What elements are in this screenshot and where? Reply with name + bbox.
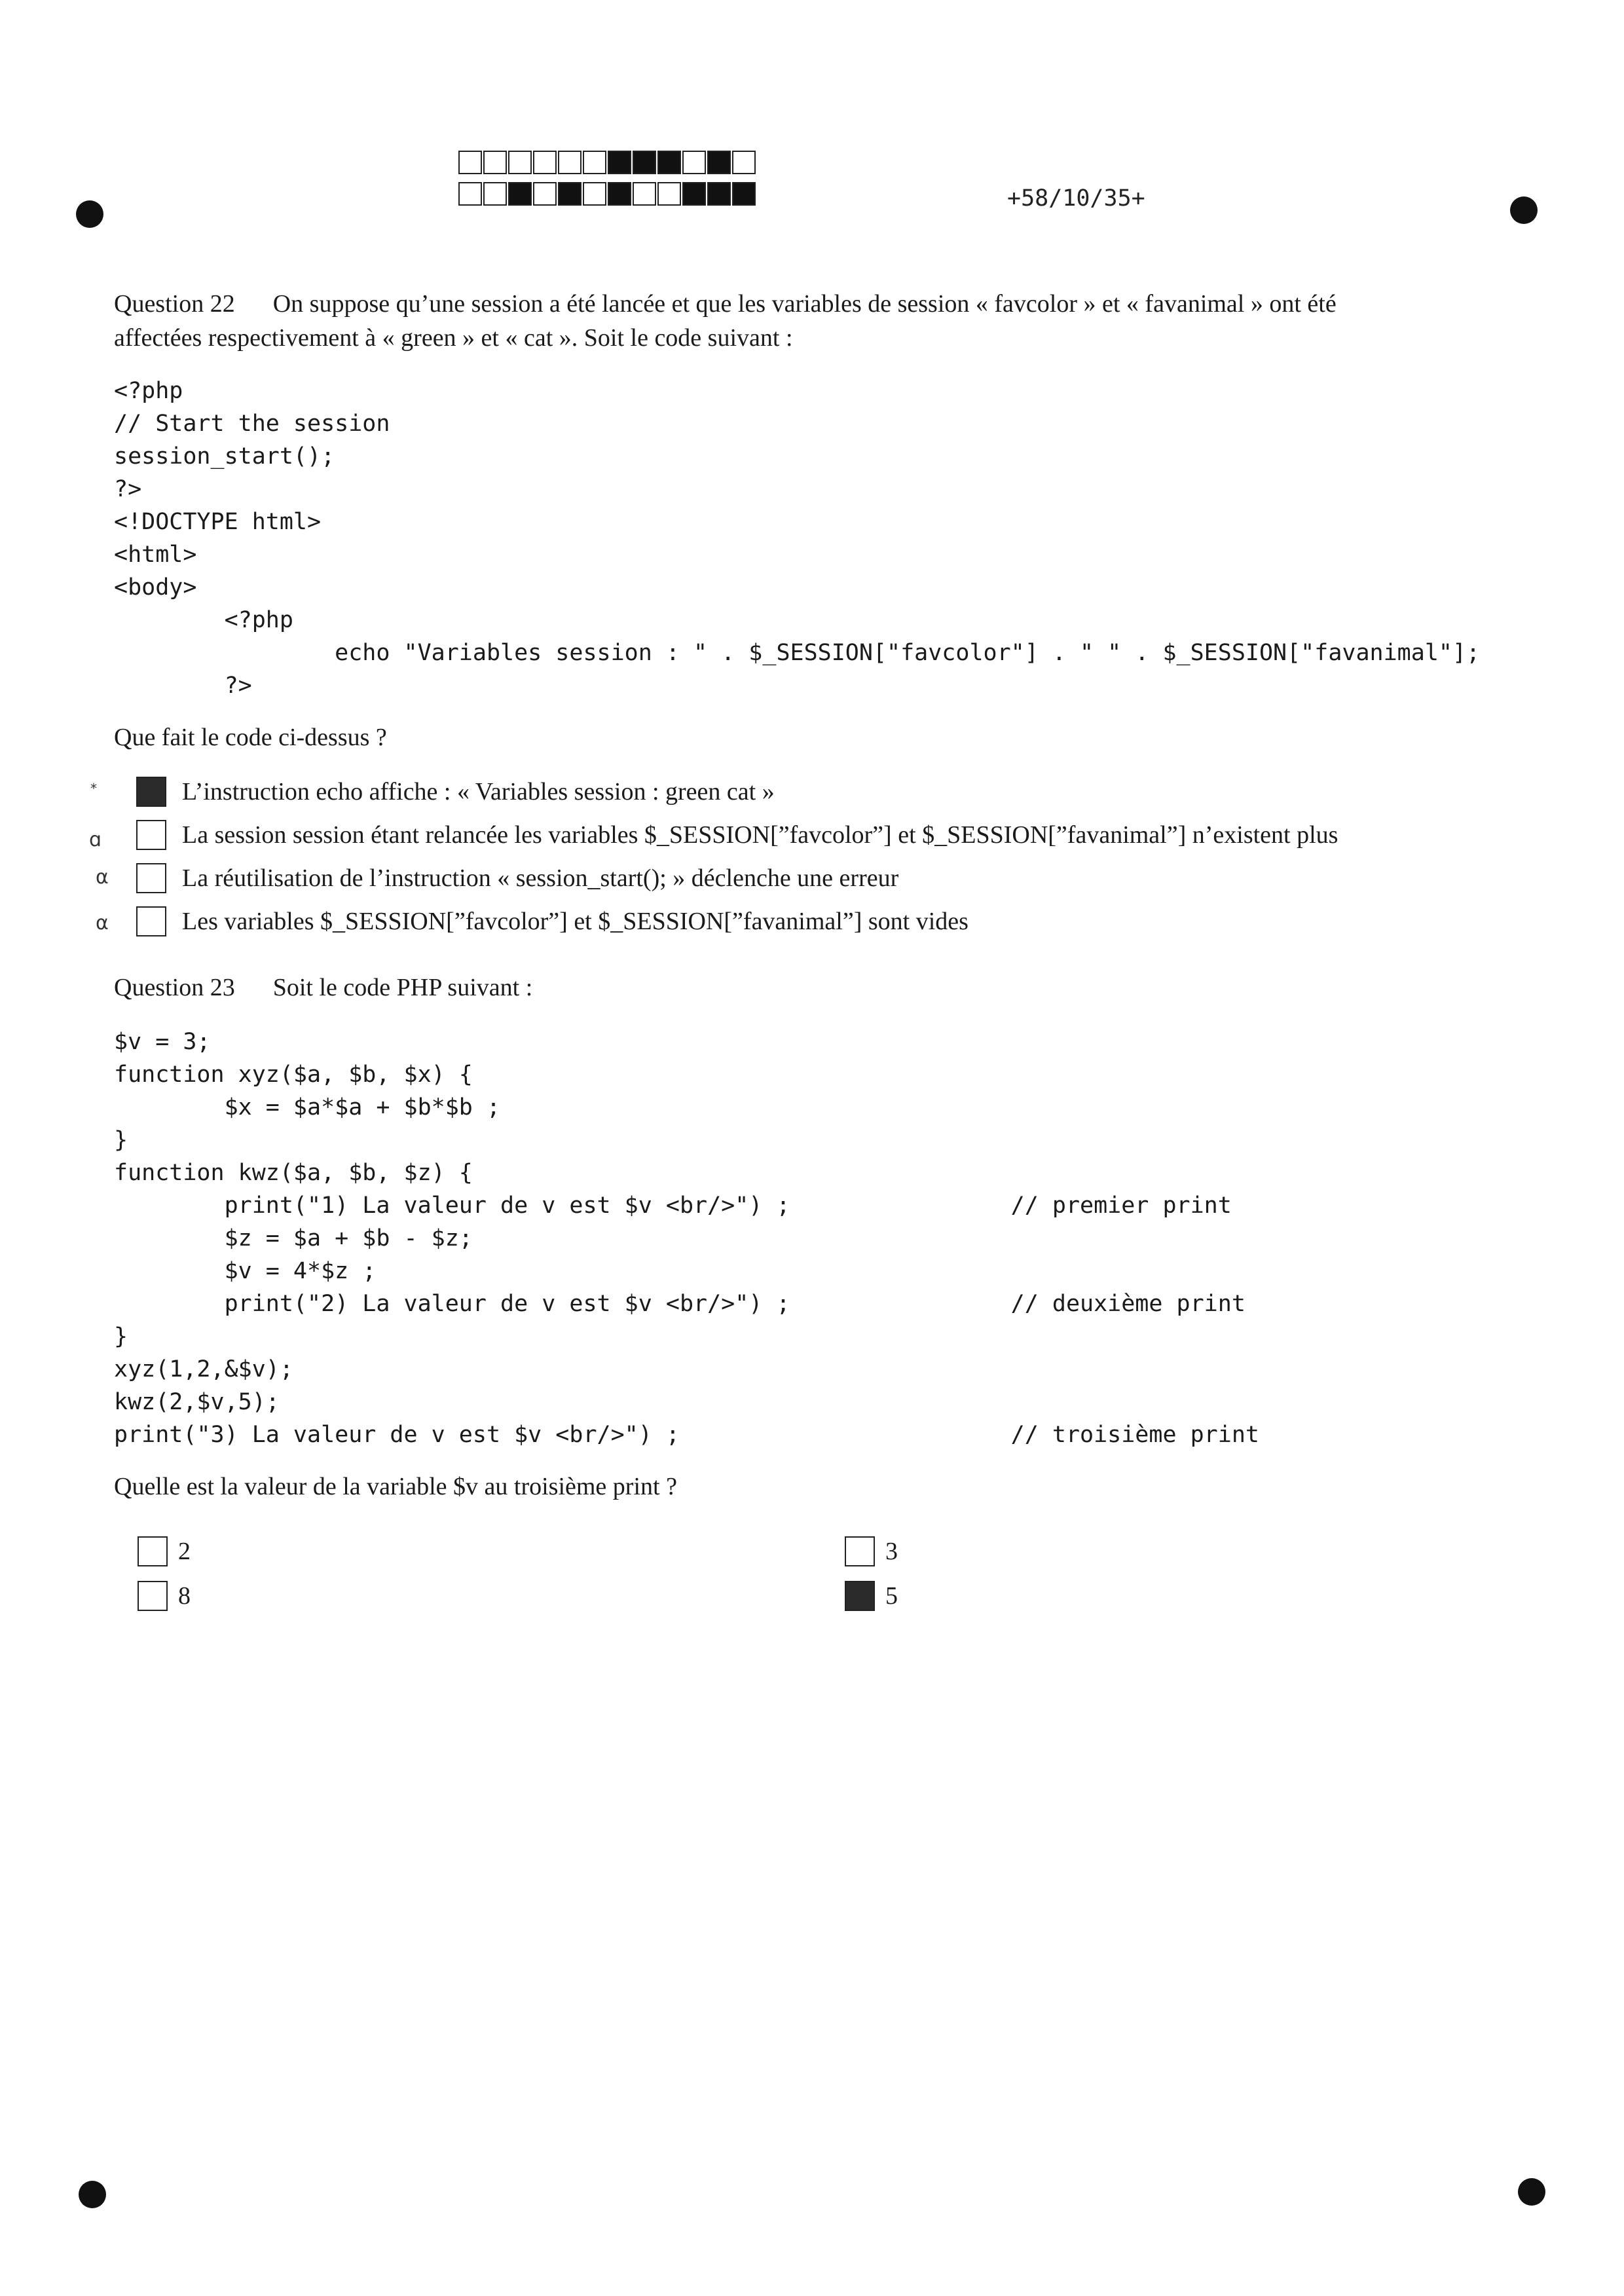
page-barcode-row-2 xyxy=(458,182,757,207)
barcode-cell xyxy=(608,151,631,174)
barcode-cell xyxy=(483,182,507,206)
question-22-label: Question 22 xyxy=(114,290,235,318)
barcode-cell xyxy=(533,182,557,206)
registration-dot-top-left xyxy=(76,200,103,228)
q23-choice-3[interactable] xyxy=(845,1536,898,1566)
q22-choice-label-2: La session session étant relancée les variables $_SESSION[”favcolor”] et $_SESSION[”favanimal”] n’existent plus xyxy=(182,821,1338,849)
q22-choice-2[interactable] xyxy=(136,820,1338,850)
q22-choice-label-1: L’instruction echo affiche : « Variables session : green cat » xyxy=(182,778,775,805)
barcode-cell xyxy=(682,182,706,206)
q23-checkbox-3[interactable] xyxy=(845,1536,875,1566)
barcode-cell xyxy=(483,151,507,174)
q23-choice-8[interactable] xyxy=(138,1581,191,1611)
barcode-cell xyxy=(458,182,482,206)
q22-choice-4[interactable] xyxy=(136,906,969,936)
barcode-cell xyxy=(583,182,606,206)
registration-dot-bottom-right xyxy=(1518,2178,1545,2206)
q22-checkbox-3[interactable] xyxy=(136,863,166,893)
question-22-header xyxy=(114,287,1522,355)
page-barcode-row-1 xyxy=(458,151,757,176)
barcode-cell xyxy=(633,182,656,206)
barcode-cell xyxy=(732,182,756,206)
barcode-cell xyxy=(682,151,706,174)
q22-choice-3[interactable] xyxy=(136,863,898,893)
question-22-text-line2: affectées respectivement à « green » et « cat ». Soit le code suivant : xyxy=(114,324,793,352)
barcode-cell xyxy=(608,182,631,206)
question-23-text: Soit le code PHP suivant : xyxy=(272,974,533,1001)
barcode-cell xyxy=(558,151,581,174)
barcode-cell xyxy=(508,182,532,206)
barcode-cell xyxy=(558,182,581,206)
question-23-code: $v = 3; function xyz($a, $b, $x) { $x = $a*$a + $b*$b ; } function kwz($a, $b, $z) { print("1) La valeur de v est $v <br/>") ; // premier print $z = $a + $b - $z; $v = 4*$z ; print("2) La valeur de v est $v <br/>") ; // deuxième print } xyz(1,2,&$v); kwz(2,$v,5); print("3) La valeur de v est $v <br/>") ; // troisième print xyxy=(114,1029,1259,1448)
barcode-cell xyxy=(707,182,731,206)
barcode-cell xyxy=(732,151,756,174)
q23-checkbox-2[interactable] xyxy=(138,1536,168,1566)
q23-choice-label-3: 3 xyxy=(885,1538,898,1565)
q23-checkbox-8[interactable] xyxy=(138,1581,168,1611)
q22-checkbox-1[interactable] xyxy=(136,777,166,807)
q23-checkbox-5[interactable] xyxy=(845,1581,875,1611)
barcode-cell xyxy=(533,151,557,174)
barcode-cell xyxy=(508,151,532,174)
q22-choice-1[interactable] xyxy=(136,777,775,807)
q23-choice-5[interactable] xyxy=(845,1581,898,1611)
question-23-header xyxy=(114,971,1522,1005)
q22-checkbox-2[interactable] xyxy=(136,820,166,850)
q23-choice-label-2: 2 xyxy=(178,1538,191,1565)
question-22-code: <?php // Start the session session_start(); ?> <!DOCTYPE html> <html> <body> <?php echo "Variables session : " . $_SESSION["favcolor"] . " " . $_SESSION["favanimal"]; ?> xyxy=(114,378,1481,699)
question-23-label: Question 23 xyxy=(114,974,235,1001)
q22-checkbox-4[interactable] xyxy=(136,906,166,936)
question-22-prompt: Que fait le code ci-dessus ? xyxy=(114,724,387,751)
question-23-prompt: Quelle est la valeur de la variable $v au troisième print ? xyxy=(114,1473,677,1500)
registration-dot-bottom-left xyxy=(79,2181,106,2208)
barcode-cell xyxy=(657,182,681,206)
barcode-cell xyxy=(458,151,482,174)
q23-choice-2[interactable] xyxy=(138,1536,191,1566)
grader-mark: α xyxy=(96,866,109,889)
grader-mark: * xyxy=(90,781,97,796)
grader-mark: ɑ xyxy=(89,828,102,851)
barcode-cell xyxy=(657,151,681,174)
registration-dot-top-right xyxy=(1510,196,1538,224)
q23-choice-label-5: 5 xyxy=(885,1582,898,1610)
q23-choice-label-8: 8 xyxy=(178,1582,191,1610)
question-22-text-line1: On suppose qu’une session a été lancée et que les variables de session « favcolor » et « favanimal » ont été xyxy=(272,290,1337,318)
barcode-cell xyxy=(583,151,606,174)
page-id: +58/10/35+ xyxy=(1007,185,1145,212)
q22-choice-label-3: La réutilisation de l’instruction « session_start(); » déclenche une erreur xyxy=(182,864,899,892)
grader-mark: α xyxy=(96,912,109,935)
q22-choice-label-4: Les variables $_SESSION[”favcolor”] et $_SESSION[”favanimal”] sont vides xyxy=(182,908,969,935)
barcode-cell xyxy=(707,151,731,174)
barcode-cell xyxy=(633,151,656,174)
